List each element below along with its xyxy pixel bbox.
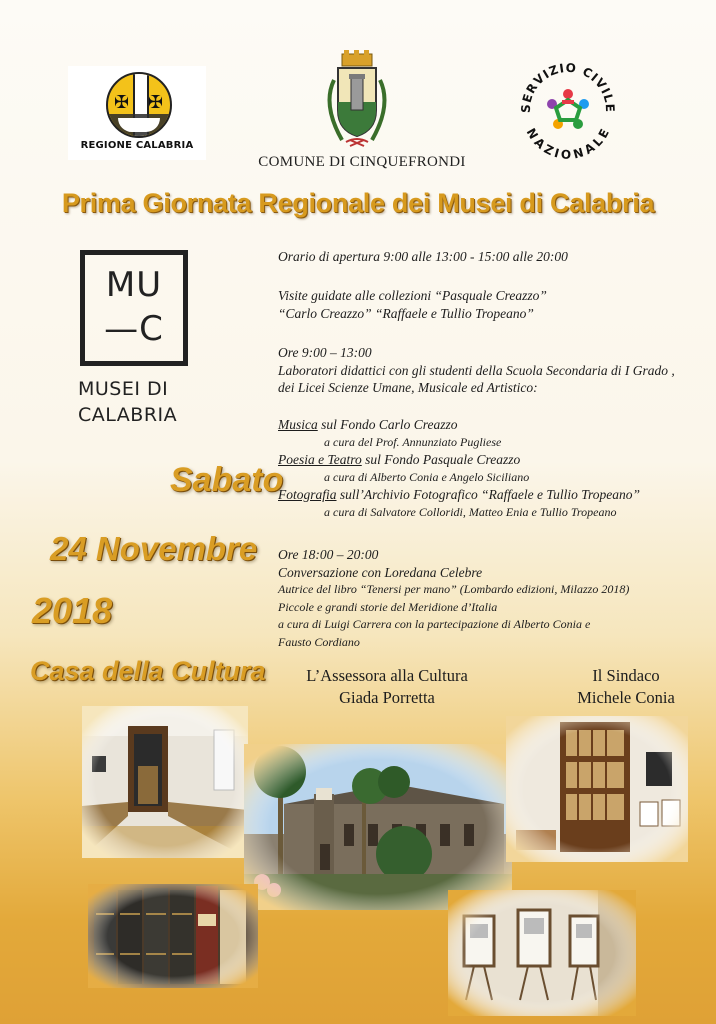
event-day: Sabato <box>170 461 284 499</box>
guided-visits <box>278 287 708 322</box>
workshop-musica-curator: a cura del Prof. Annunziato Pugliese <box>324 434 502 449</box>
building-photo <box>244 744 512 910</box>
evening-section <box>278 546 708 651</box>
page-title: Prima Giornata Regionale dei Musei di Calabria <box>61 188 655 218</box>
workshop-musica <box>278 416 708 434</box>
workshop-musica-title: Musica <box>278 417 318 432</box>
workshop-poesia-curator: a cura di Alberto Conia e Angelo Siciliano <box>324 469 530 484</box>
muc-name-line2: CALABRIA <box>78 404 178 426</box>
assessora-role: L’Assessora alla Cultura <box>306 666 468 685</box>
svg-text:SERVIZIO CIVILE <box>519 61 617 114</box>
event-date: 24 Novembre <box>50 530 258 567</box>
workshop-foto <box>278 486 708 504</box>
muc-logo <box>80 250 188 366</box>
servizio-top-text: SERVIZIO CIVILE <box>518 60 618 114</box>
old-books-photo <box>88 884 258 988</box>
workshops-list <box>278 416 708 521</box>
servizio-bottom-text: NAZIONALE <box>523 125 613 162</box>
comune-crest-icon <box>316 50 398 154</box>
assessora-name: Giada Porretta <box>339 688 435 707</box>
book-info: Autrice del libro “Tenersi per mano” (Lombardo edizioni, Milazzo 2018) <box>278 582 630 596</box>
framed-photos-exhibit <box>448 890 636 1016</box>
comune-label: COMUNE DI CINQUEFRONDI <box>258 154 466 170</box>
regione-emblem-icon: ✠ ✠ <box>106 72 172 138</box>
svg-text:NAZIONALE <box>524 126 613 162</box>
event-venue: Casa della Cultura <box>30 656 266 686</box>
curator-line2: Fausto Cordiano <box>278 634 360 649</box>
regione-label: REGIONE CALABRIA <box>80 140 194 151</box>
workshop-foto-curator: a cura di Salvatore Colloridi, Matteo Enia e Tullio Tropeano <box>324 504 617 519</box>
workshop-foto-title: Fotografia <box>278 487 337 502</box>
guided-visits-line2: “Carlo Creazzo” “Raffaele e Tullio Tropeano” <box>278 305 534 321</box>
muc-logo-line2: —C <box>104 309 164 349</box>
book-subtitle: Piccole e grandi storie del Meridione d’Italia <box>278 599 498 614</box>
sindaco-role: Il Sindaco <box>592 666 660 685</box>
labs-line1: Laboratori didattici con gli studenti della Scuola Secondaria di I Grado , <box>278 362 675 378</box>
muc-logo-line1: MU <box>105 265 163 305</box>
workshop-poesia-desc: sul Fondo Pasquale Creazzo <box>361 452 521 467</box>
muc-name <box>78 376 208 428</box>
opening-hours: Orario di apertura 9:00 alle 13:00 - 15:00 alle 20:00 <box>278 249 568 264</box>
event-year: 2018 <box>32 590 113 631</box>
regione-calabria-logo <box>68 66 206 160</box>
corridor-photo <box>82 706 248 858</box>
morning-time: Ore 9:00 – 13:00 <box>278 345 372 360</box>
workshop-foto-desc: sull’Archivio Fotografico “Raffaele e Tullio Tropeano” <box>336 487 641 502</box>
conversation-title: Conversazione con Loredana Celebre <box>278 564 483 580</box>
guided-visits-line1: Visite guidate alle collezioni “Pasquale Creazzo” <box>278 288 547 303</box>
labs-line2: dei Licei Scienze Umane, Musicale ed Artistico: <box>278 380 538 395</box>
sindaco-name: Michele Conia <box>577 688 675 707</box>
workshop-poesia-title: Poesia e Teatro <box>278 452 362 467</box>
workshop-musica-desc: sul Fondo Carlo Creazzo <box>317 417 458 432</box>
morning-section <box>278 344 708 397</box>
curator-line1: a cura di Luigi Carrera con la partecipazione di Alberto Conia e <box>278 617 591 631</box>
muc-name-line1: MUSEI DI <box>78 378 169 400</box>
signature-sindaco <box>546 665 706 709</box>
servizio-civile-logo <box>516 58 620 162</box>
workshop-poesia <box>278 451 708 469</box>
evening-time: Ore 18:00 – 20:00 <box>278 547 379 562</box>
bookcase-photo <box>506 716 688 862</box>
signature-assessora <box>282 665 492 709</box>
